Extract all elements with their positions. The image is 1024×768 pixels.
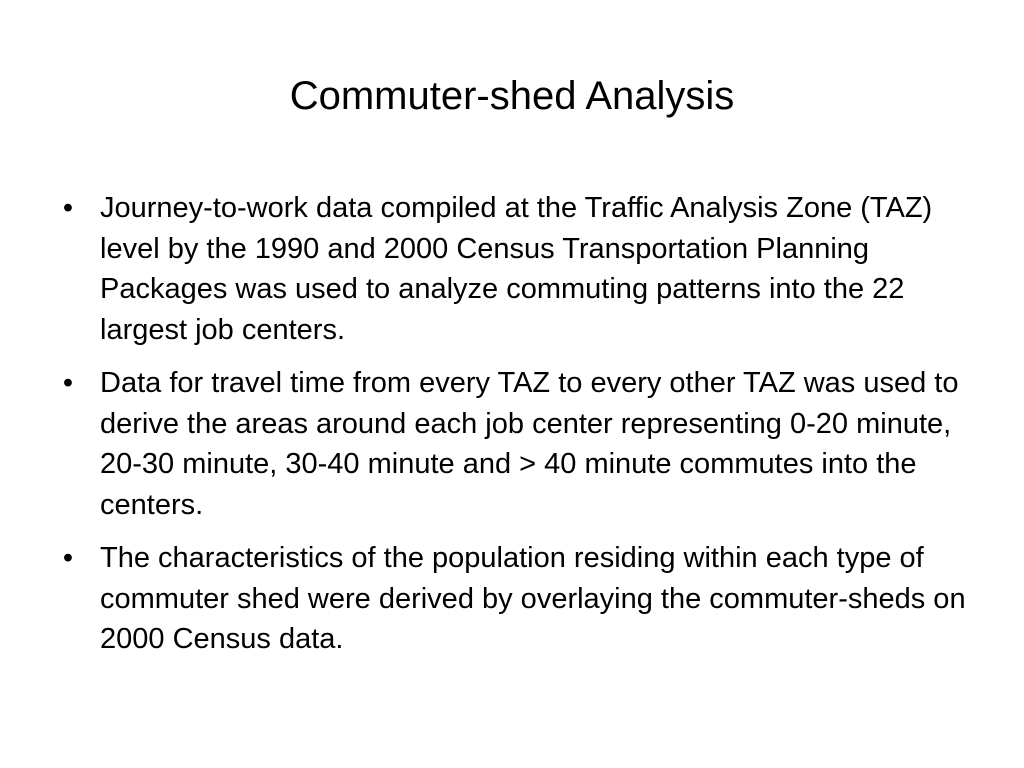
bullet-item <box>58 538 978 660</box>
bullet-item <box>58 363 978 525</box>
bullet-dot-icon: • <box>62 367 74 399</box>
bullet-dot-icon: • <box>62 192 74 224</box>
bullet-dot-icon: • <box>62 542 74 574</box>
bullet-text: Data for travel time from every TAZ to every other TAZ was used to derive the areas around each job center representing 0-20 minute, 20-30 minute, 30-40 minute and > 40 minute commutes into the centers. <box>100 367 959 521</box>
bullet-list <box>58 188 978 673</box>
bullet-text: The characteristics of the population residing within each type of commuter shed were derived by overlaying the commuter-sheds on 2000 Census data. <box>100 542 966 655</box>
bullet-item <box>58 188 978 350</box>
slide-title: Commuter-shed Analysis <box>289 74 735 118</box>
bullet-text: Journey-to-work data compiled at the Traffic Analysis Zone (TAZ) level by the 1990 and 2000 Census Transportation Planning Packages was used to analyze commuting patterns into the 22 largest job centers. <box>100 192 933 346</box>
